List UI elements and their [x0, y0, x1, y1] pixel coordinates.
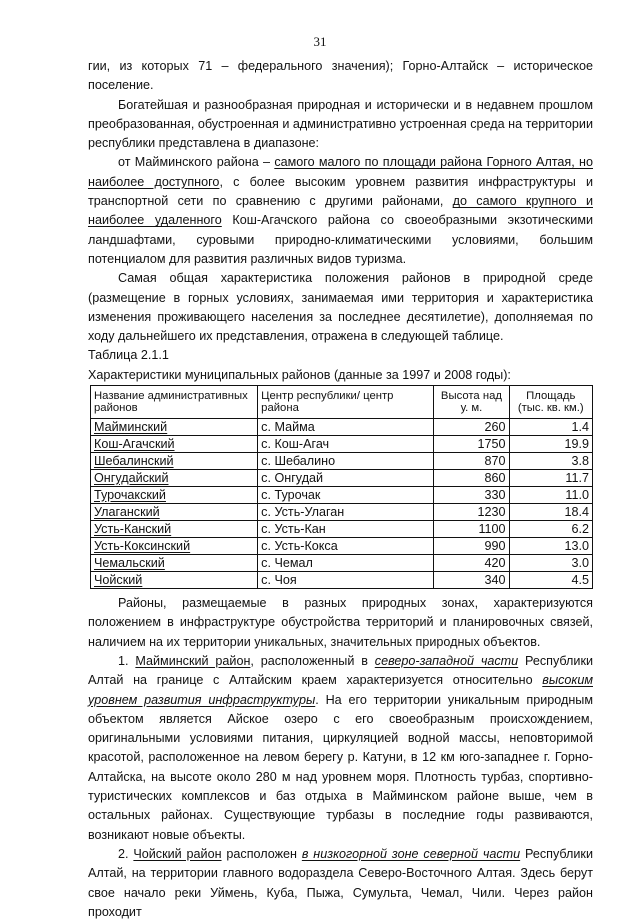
cell-center: с. Усть-Кокса [258, 538, 434, 555]
table-row [91, 538, 593, 555]
cell-area: 11.7 [509, 470, 592, 487]
cell-district [91, 436, 258, 453]
cell-center: с. Турочак [258, 487, 434, 504]
cell-center: с. Кош-Агач [258, 436, 434, 453]
paragraph-maiminsky [88, 652, 593, 845]
underlined-phrase: до самого крупного и наиболее удаленного [88, 194, 593, 228]
text-run: Республики Алтай на границе с Алтайским краем характеризуется относительно [88, 653, 593, 688]
paragraph-choysky [88, 845, 593, 922]
paragraph-intro: Богатейшая и разнообразная природная и исторически и в недавнем прошлом преобразованная, обустроенная и административно устроенная среда на территории республики представлена в диапазоне: [88, 97, 593, 151]
text-run: от Майминского района – [118, 155, 275, 170]
cell-area: 19.9 [509, 436, 592, 453]
cell-altitude: 330 [434, 487, 509, 504]
cell-area: 1.4 [509, 419, 592, 436]
table-number: Таблица 2.1.1 [88, 348, 169, 363]
cell-district [91, 487, 258, 504]
cell-area: 13.0 [509, 538, 592, 555]
cell-area: 18.4 [509, 504, 592, 521]
cell-area: 6.2 [509, 521, 592, 538]
table-caption: Характеристики муниципальных районов (данные за 1997 и 2008 годы): [88, 367, 511, 382]
cell-altitude: 340 [434, 572, 509, 589]
districts-table [90, 385, 593, 589]
text-run: . На его территории уникальным природным объектом является Айское озеро с его своеобразным происхождением, оригинальными условиями питания, циркуляцией водной массы, неповторимой красотой, расположенное на левом берегу р. Катуни, в 12 км юго-западнее г. Горно-Алтайска, на высоте около 280 м над уровнем моря. Плотность турбаз, спортивно-туристических комплексов и баз отдыха в Майминском районе выше, чем в остальных районах. Существующие турбазы в последние годы развиваются, возникают новые объекты. [88, 692, 593, 842]
cell-altitude: 420 [434, 555, 509, 572]
text-run: 2. [118, 846, 134, 861]
header-area: Площадь (тыс. кв. км.) [509, 386, 592, 419]
cell-district [91, 419, 258, 436]
table-row [91, 470, 593, 487]
underlined-phrase: самого малого по площади района Горного Алтая, но наиболее доступного [88, 155, 593, 189]
table-row [91, 453, 593, 470]
district-name: Кош-Агачский [94, 436, 175, 451]
emphasis-phrase: в низкогорной зоне северной части [301, 846, 521, 861]
cell-center: с. Майма [258, 419, 434, 436]
cell-altitude: 1750 [434, 436, 509, 453]
paragraph-range [88, 153, 593, 269]
text-run: Республики Алтай, на территории главного водораздела Северо-Восточного Алтая. Здесь берут свое начало реки Уймень, Куба, Пыжа, Сумульта, Чемал, Чили. Через район проходит [88, 846, 593, 919]
table-header-row [91, 386, 593, 419]
paragraph-table-intro: Самая общая характеристика положения районов в природной среде (размещение в горных условиях, занимаемая ими территория и характеристика изменения проживающего населения за последнее десятилетие), дополняемая по ходу дальнейшего их представления, отражена в следующей таблице. [88, 271, 593, 344]
district-name: Шебалинский [94, 453, 174, 468]
cell-altitude: 1100 [434, 521, 509, 538]
header-center: Центр республики/ центр района [258, 386, 434, 419]
district-heading: Чойский район [133, 846, 222, 861]
cell-area: 4.5 [509, 572, 592, 589]
cell-area: 11.0 [509, 487, 592, 504]
cell-district [91, 572, 258, 589]
table-row [91, 572, 593, 589]
district-name: Турочакский [94, 487, 166, 502]
table-row [91, 487, 593, 504]
cell-altitude: 990 [434, 538, 509, 555]
text-run: , расположенный в [250, 653, 375, 668]
table-row [91, 436, 593, 453]
cell-center: с. Чемал [258, 555, 434, 572]
emphasis-phrase: высоким уровнем развития инфраструктуры [88, 673, 593, 707]
cell-center: с. Усть-Кан [258, 521, 434, 538]
cell-district [91, 504, 258, 521]
cell-district [91, 453, 258, 470]
cell-altitude: 1230 [434, 504, 509, 521]
table-row [91, 521, 593, 538]
paragraph-zones: Районы, размещаемые в разных природных зонах, характеризуются положением в инфраструктуре обустройства территорий и планировочных связей, наличием на их территории уникальных, значительных природных объектов. [88, 596, 593, 649]
table-row [91, 555, 593, 572]
text-run: расположен [221, 846, 302, 861]
header-altitude: Высота над у. м. [434, 386, 509, 419]
cell-altitude: 860 [434, 470, 509, 487]
cell-district [91, 521, 258, 538]
district-name: Усть-Канский [94, 521, 172, 536]
cell-district [91, 555, 258, 572]
header-district-name: Название административных районов [91, 386, 258, 419]
page-number: 31 [313, 34, 327, 49]
district-name: Онгудайский [94, 470, 169, 485]
district-name: Усть-Коксинский [94, 538, 191, 553]
text-run: , с более высоким уровнем развития инфраструктуры и транспортной сети по сравнению с другими районами, [88, 174, 594, 209]
cell-district [91, 470, 258, 487]
district-name: Майминский [94, 419, 168, 434]
emphasis-phrase: северо-западной части [374, 653, 519, 668]
table-row [91, 419, 593, 436]
cell-center: с. Онгудай [258, 470, 434, 487]
cell-center: с. Усть-Улаган [258, 504, 434, 521]
cell-center: с. Чоя [258, 572, 434, 589]
page-body [88, 57, 593, 922]
cell-altitude: 260 [434, 419, 509, 436]
table-row [91, 504, 593, 521]
cell-district [91, 538, 258, 555]
cell-area: 3.8 [509, 453, 592, 470]
paragraph-continuation: гии, из которых 71 – федерального значения); Горно-Алтайск – историческое поселение. [88, 59, 593, 93]
text-run: 1. [118, 653, 136, 668]
cell-area: 3.0 [509, 555, 592, 572]
text-run: Кош-Агачского района со своеобразными экзотическими ландшафтами, суровыми природно-климатическими условиями, большим потенциалом для развития различных видов туризма. [88, 213, 594, 266]
district-name: Чемальский [94, 555, 165, 570]
cell-altitude: 870 [434, 453, 509, 470]
district-heading: Майминский район [135, 653, 251, 668]
district-name: Улаганский [94, 504, 160, 519]
cell-center: с. Шебалино [258, 453, 434, 470]
district-name: Чойский [94, 572, 143, 587]
